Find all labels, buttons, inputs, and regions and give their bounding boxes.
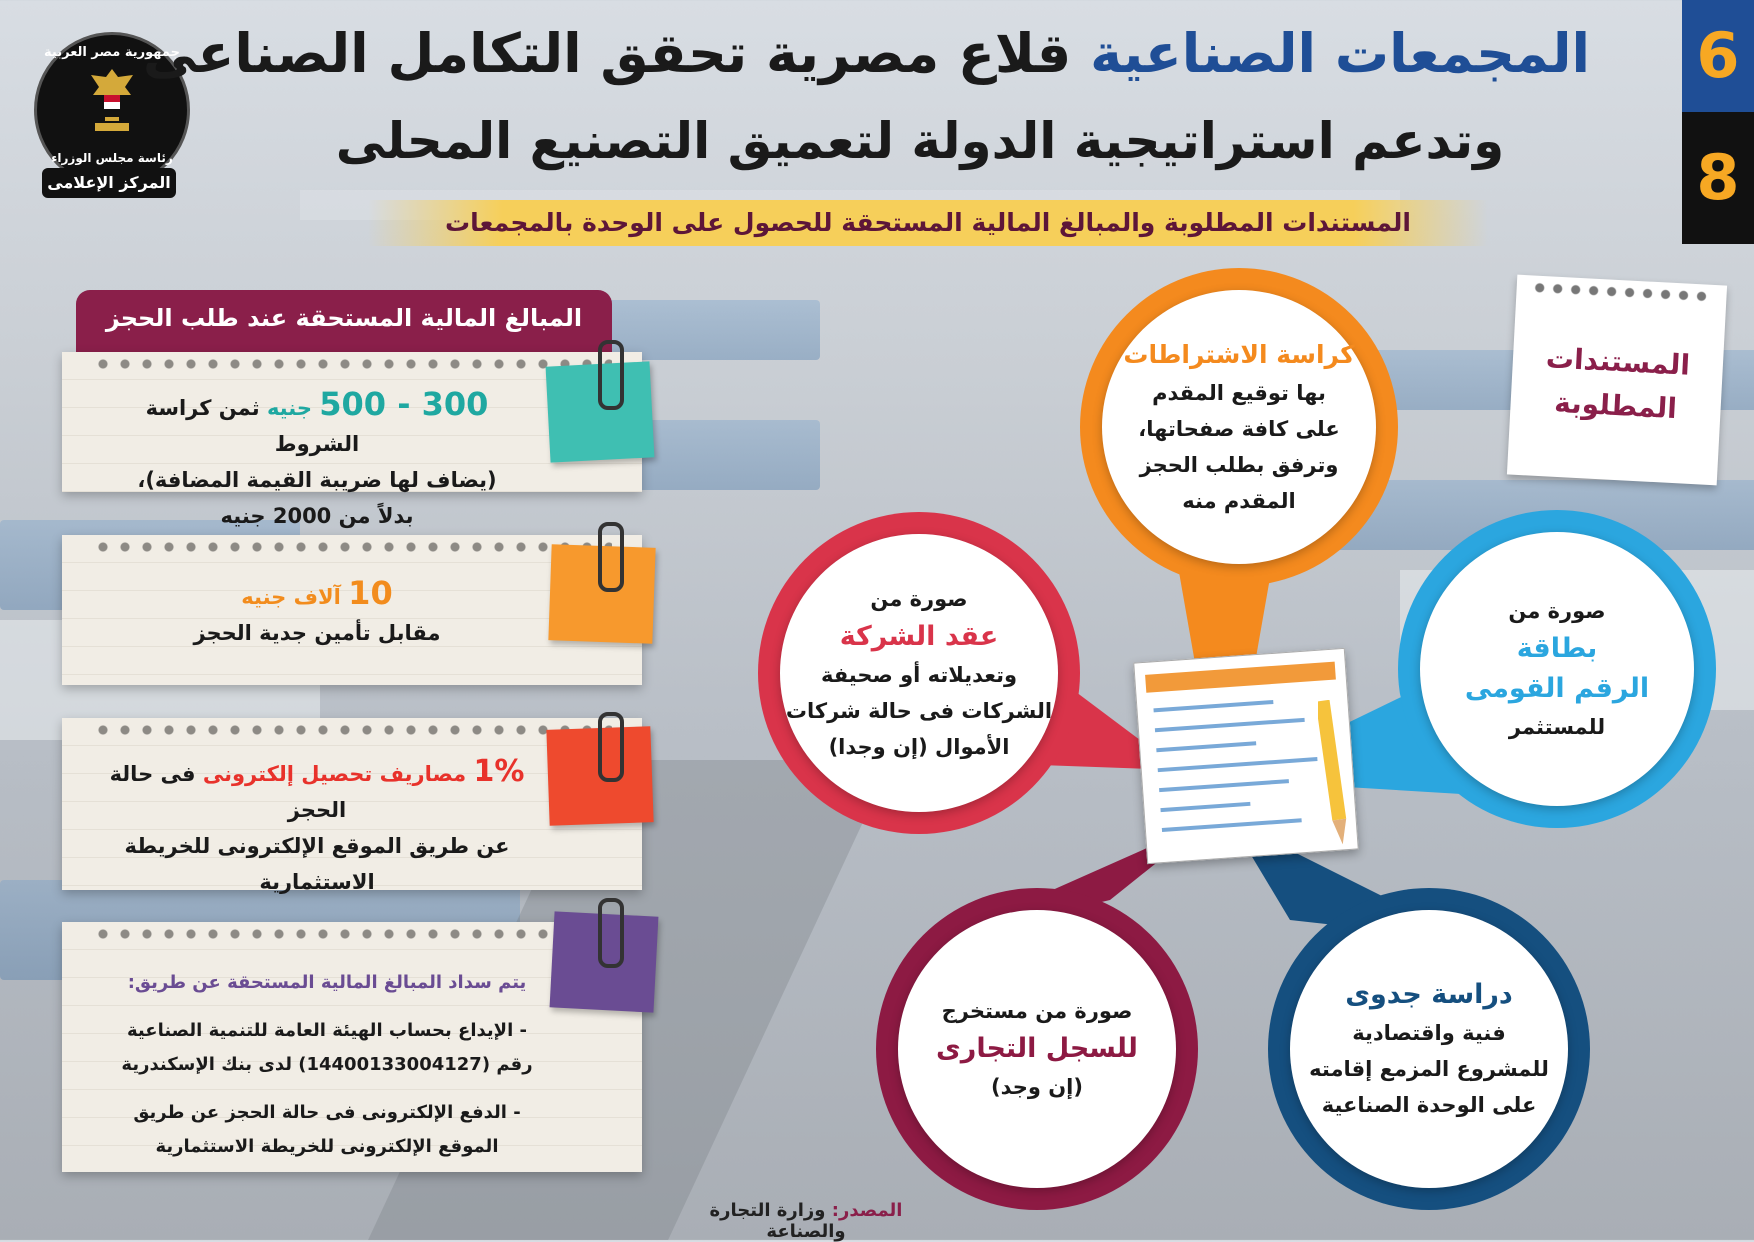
fee-1-vat: (يضاف لها ضريبة القيمة المضافة)، — [137, 468, 497, 492]
bubble-company-contract — [758, 512, 1080, 834]
conditions-key: كراسة الاشتراطات — [1123, 340, 1355, 369]
subtitle-banner: المستندات المطلوبة والمبالغ المالية المستحقة للحصول على الوحدة بالمجمعات — [368, 200, 1488, 246]
fee-3-desc: فى حالة الحجز — [109, 762, 347, 822]
conditions-line3: وترفق بطلب الحجز — [1139, 453, 1339, 477]
commercial-post: (إن وجد) — [991, 1075, 1083, 1099]
bubble-conditions-content — [1102, 290, 1376, 564]
national-id-key2: الرقم القومى — [1464, 673, 1650, 704]
main-title-line2: وتدعم استراتيجية الدولة لتعميق التصنيع المحلى — [335, 112, 1505, 170]
national-id-pre: صورة من — [1508, 599, 1606, 623]
fees-header: المبالغ المالية المستحقة عند طلب الحجز — [76, 290, 612, 360]
national-id-post: للمستثمر — [1508, 715, 1606, 739]
source-value: وزارة التجارة والصناعة — [709, 1200, 846, 1242]
fee-3-line3: الاستثمارية — [259, 870, 375, 894]
company-line2: الشركات فى حالة شركات — [785, 699, 1053, 723]
bubble-company-content — [780, 534, 1058, 812]
bubble-national-id-content — [1420, 532, 1694, 806]
company-line1: وتعديلاته أو صحيفة — [820, 663, 1018, 687]
number-eight: 8 — [1682, 112, 1754, 244]
national-id-key1: بطاقة — [1516, 633, 1598, 664]
company-line3: الأموال (إن وجدا) — [828, 735, 1010, 759]
conditions-line2: على كافة صفحاتها، — [1138, 417, 1340, 441]
fee-1-desc: ثمن كراسة الشروط — [145, 396, 360, 456]
bubble-feasibility-content — [1290, 910, 1568, 1188]
media-center-label: المركز الإعلامى — [42, 168, 176, 198]
company-key: عقد الشركة — [839, 621, 999, 652]
required-docs-line2: المطلوبة — [1553, 385, 1678, 426]
feasibility-line3: على الوحدة الصناعية — [1321, 1093, 1537, 1117]
bubble-national-id — [1398, 510, 1716, 828]
required-docs-line1: المستندات — [1545, 341, 1691, 382]
fee-3-amount: 1% — [473, 754, 525, 789]
conditions-line1: بها توقيع المقدم — [1152, 381, 1326, 405]
bubble-conditions-booklet — [1080, 268, 1398, 586]
payment-bank-line2: رقم (14400133004127) لدى بنك الإسكندرية — [121, 1054, 533, 1075]
commercial-pre: صورة من مستخرج — [941, 999, 1133, 1023]
feasibility-line2: للمشروع المزمع إقامته — [1309, 1057, 1549, 1081]
logo-ring-top: جمهورية مصر العربية — [44, 45, 180, 60]
bubble-commercial-register — [876, 888, 1198, 1210]
feasibility-line1: فنية واقتصادية — [1352, 1021, 1506, 1045]
payment-bank-line1: - الإيداع بحساب الهيئة العامة للتنمية الصناعية — [127, 1020, 527, 1041]
number-six: 6 — [1682, 0, 1754, 112]
bubble-feasibility-study — [1268, 888, 1590, 1210]
pencil-icon — [1318, 700, 1348, 850]
fee-2-amount: 10 — [348, 574, 393, 612]
fee-3-line2: عن طريق الموقع الإلكترونى للخريطة — [124, 834, 510, 858]
payment-heading: يتم سداد المبالغ المالية المستحقة عن طريق: — [127, 972, 527, 993]
fee-3-highlight: مصاريف تحصيل إلكترونى — [202, 762, 467, 786]
fee-1-instead: بدلاً من 2000 جنيه — [220, 504, 414, 528]
bubble-commercial-content — [898, 910, 1176, 1188]
fee-2-unit: آلاف جنيه — [241, 585, 341, 609]
commercial-key: للسجل التجارى — [936, 1033, 1138, 1064]
fee-2-desc: مقابل تأمين جدية الحجز — [193, 621, 441, 645]
feasibility-key: دراسة جدوى — [1345, 979, 1513, 1010]
fee-1-unit: جنيه — [266, 396, 312, 420]
conditions-line4: المقدم منه — [1182, 489, 1296, 513]
fee-1-amount: 300 - 500 — [319, 385, 489, 423]
title-highlight: المجمعات الصناعية — [1090, 22, 1590, 85]
title-rest: قلاع مصرية تحقق التكامل الصناعى — [142, 22, 1072, 85]
company-pre: صورة من — [870, 587, 968, 611]
payment-online-line1: - الدفع الإلكترونى فى حالة الحجز عن طريق — [133, 1102, 521, 1123]
payment-online-line2: الموقع الإلكترونى للخريطة الاستثمارية — [155, 1136, 499, 1157]
logo-ring-bottom: رئاسة مجلس الوزراء — [51, 151, 173, 165]
source-label: المصدر: — [831, 1200, 903, 1221]
